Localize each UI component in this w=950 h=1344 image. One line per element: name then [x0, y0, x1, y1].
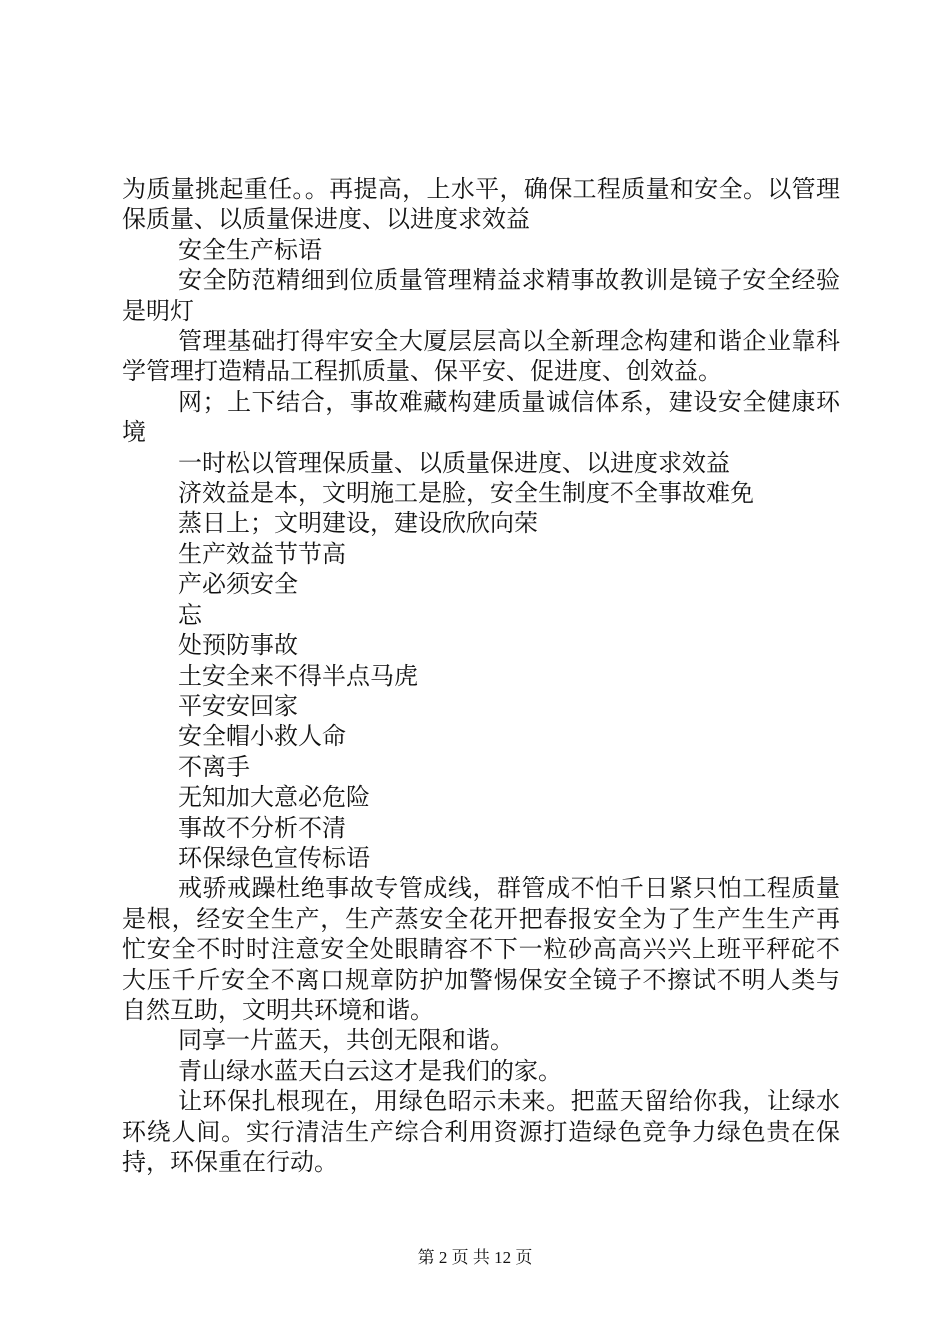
paragraph-15: 安全帽小救人命	[178, 722, 346, 751]
paragraph-19: 环保绿色宣传标语	[178, 843, 370, 872]
paragraph-11: 忘	[178, 600, 202, 629]
paragraph-20: 戒骄戒躁杜绝事故专管成线，群管成不怕千日紧只怕工程质量是根，经安全生产，生产蒸安全花开把春报安全为了生产生生产再忙安全不时时注意安全处眼睛容不下一粒砂高高兴兴上班平秤砣不大压千斤安全不离口规章防护加警惕保安全镜子不擦试不明人类与自然互助，文明共环境和谐。	[122, 874, 840, 1024]
paragraph-14: 平安安回家	[178, 691, 298, 720]
paragraph-18: 事故不分析不清	[178, 813, 346, 842]
paragraph-23: 让环保扎根现在，用绿色昭示未来。把蓝天留给你我，让绿水环绕人间。实行清洁生产综合利用资源打造绿色竞争力绿色贵在保持，环保重在行动。	[122, 1087, 840, 1176]
paragraph-21: 同享一片蓝天，共创无限和谐。	[178, 1026, 514, 1055]
paragraph-17: 无知加大意必危险	[178, 783, 370, 812]
paragraph-10: 产必须安全	[178, 570, 298, 599]
paragraph-13: 土安全来不得半点马虎	[178, 661, 418, 690]
paragraph-6: 一时松以管理保质量、以质量保进度、以进度求效益	[178, 448, 730, 477]
paragraph-9: 生产效益节节高	[178, 539, 346, 568]
paragraph-7: 济效益是本，文明施工是脸，安全生制度不全事故难免	[178, 479, 754, 508]
paragraph-12: 处预防事故	[178, 631, 298, 660]
paragraph-3: 安全防范精细到位质量管理精益求精事故教训是镜子安全经验是明灯	[122, 266, 840, 325]
document-body	[122, 174, 840, 1177]
paragraph-16: 不离手	[178, 752, 250, 781]
paragraph-22: 青山绿水蓝天白云这才是我们的家。	[178, 1056, 562, 1085]
paragraph-5: 网；上下结合，事故难藏构建质量诚信体系，建设安全健康环境	[122, 387, 840, 447]
paragraph-2: 安全生产标语	[178, 235, 322, 264]
paragraph-1: 为质量挑起重任。。再提高，上水平，确保工程质量和安全。以管理保质量、以质量保进度、以进度求效益	[122, 175, 840, 234]
paragraph-8: 蒸日上；文明建设，建设欣欣向荣	[178, 509, 538, 538]
paragraph-4: 管理基础打得牢安全大厦层层高以全新理念构建和谐企业靠科学管理打造精品工程抓质量、保平安、促进度、创效益。	[122, 327, 840, 386]
page-footer: 第 2 页 共 12 页	[417, 1248, 533, 1267]
